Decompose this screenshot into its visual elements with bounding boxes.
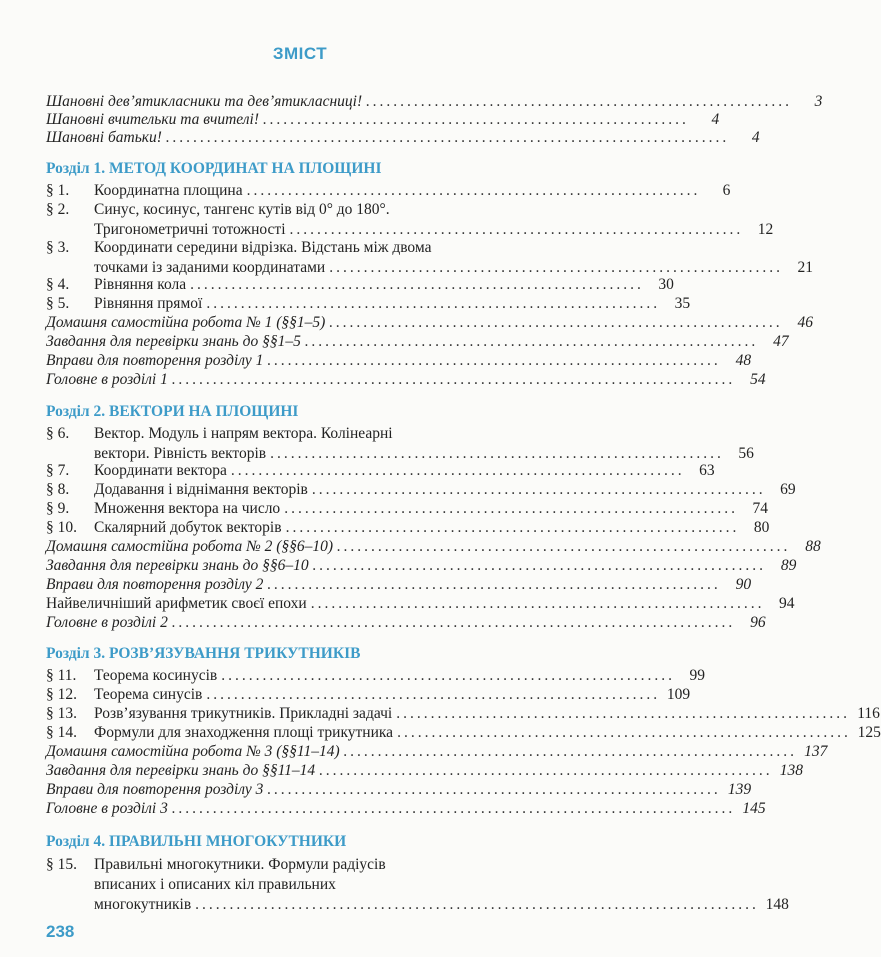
page-number: 99 xyxy=(689,667,705,684)
toc-entry-s5[interactable] xyxy=(46,294,691,314)
leader-dots: .................................................................. xyxy=(230,462,685,479)
paragraph-number: § 8. xyxy=(46,481,70,498)
paragraph-number: § 2. xyxy=(46,201,70,218)
entry-text: Теорема синусів xyxy=(94,686,203,703)
entry-text: Завдання для перевірки знань до §§6–10 xyxy=(46,557,309,574)
toc-entry-test-1[interactable] xyxy=(46,332,789,352)
entry-text: вектори. Рівність векторів xyxy=(94,445,267,462)
toc-entry-summary-3[interactable] xyxy=(46,799,766,819)
page-number: 116 xyxy=(857,705,880,722)
entry-text: Шановні вчительки та вчителі! xyxy=(46,111,259,128)
leader-dots: .................................................................. xyxy=(310,595,765,612)
entry-text: Найвеличніший арифметик своєї епохи xyxy=(46,595,307,612)
entry-text: Завдання для перевірки знань до §§11–14 xyxy=(46,762,316,779)
leader-dots: .................................................................. xyxy=(329,259,783,276)
entry-text: Правильні многокутники. Формули радіусів xyxy=(94,856,386,873)
page-number: 125 xyxy=(857,724,881,741)
paragraph-number: § 9. xyxy=(46,500,70,517)
page-number: 145 xyxy=(742,800,766,817)
page-number: 4 xyxy=(711,111,720,128)
entry-text: Головне в розділі 2 xyxy=(46,614,168,631)
toc-entry-homework-2[interactable] xyxy=(46,537,821,557)
page-number: 74 xyxy=(752,500,768,517)
page-number: 56 xyxy=(738,445,754,462)
toc-entry-s13[interactable] xyxy=(46,704,880,724)
page-title: ЗМІСТ xyxy=(272,44,328,63)
toc-entry-arithmetician[interactable] xyxy=(46,594,795,614)
toc-entry-s12[interactable] xyxy=(46,685,691,705)
page-number: 94 xyxy=(778,595,795,612)
page-number: 4 xyxy=(751,129,760,146)
leader-dots: .................................................................. xyxy=(267,352,722,369)
leader-dots: .................................................................. xyxy=(396,705,850,722)
toc-entry-intro-1[interactable] xyxy=(46,92,823,112)
page-number: 88 xyxy=(805,538,821,555)
section-1-heading: Розділ 1. МЕТОД КООРДИНАТ НА ПЛОЩИНІ xyxy=(46,160,382,177)
toc-entry-s3[interactable] xyxy=(46,238,813,278)
paragraph-number: § 5. xyxy=(46,295,70,312)
leader-dots: .............................................................. xyxy=(263,111,690,128)
leader-dots: .................................................................. xyxy=(311,481,766,498)
entry-text: Множення вектора на число xyxy=(94,500,281,517)
leader-dots: .................................................................. xyxy=(329,314,784,331)
toc-entry-test-3[interactable] xyxy=(46,761,803,781)
entry-text: Завдання для перевірки знань до §§1–5 xyxy=(46,333,301,350)
leader-dots: .............................................................. xyxy=(366,93,793,110)
entry-text: Координати середини відрізка. Відстань між двома xyxy=(94,239,432,256)
toc-entry-s1[interactable] xyxy=(46,181,731,201)
toc-entry-intro-3[interactable] xyxy=(46,128,760,148)
section-2-heading: Розділ 2. ВЕКТОРИ НА ПЛОЩИНІ xyxy=(46,403,299,420)
section-3-heading: Розділ 3. РОЗВ’ЯЗУВАННЯ ТРИКУТНИКІВ xyxy=(46,645,361,662)
paragraph-number: § 10. xyxy=(46,519,77,536)
paragraph-number: § 11. xyxy=(46,667,77,684)
paragraph-number: § 4. xyxy=(46,276,70,293)
leader-dots: .................................................................. xyxy=(337,538,791,555)
leader-dots: .................................................................. xyxy=(267,576,722,593)
page-number: 21 xyxy=(797,259,813,276)
leader-dots: .................................................................. xyxy=(343,743,798,760)
entry-text: Домашня самостійна робота № 3 (§§11–14) xyxy=(46,743,340,760)
page-folio-number: 238 xyxy=(46,922,75,941)
entry-text: Рівняння кола xyxy=(94,276,187,293)
page-number: 35 xyxy=(674,295,691,312)
toc-entry-review-2[interactable] xyxy=(46,575,752,595)
paragraph-number: § 6. xyxy=(46,425,70,442)
leader-dots: .................................................................. xyxy=(267,781,722,798)
leader-dots: .................................................................. xyxy=(190,276,644,293)
page-number: 47 xyxy=(773,333,789,350)
page-number: 96 xyxy=(750,614,766,631)
toc-entry-s10[interactable] xyxy=(46,518,770,538)
entry-text: Розв’язування трикутників. Прикладні задачі xyxy=(94,705,393,722)
page-number: 139 xyxy=(727,781,752,798)
leader-dots: .................................................................. xyxy=(206,686,661,703)
entry-text: Вправи для повторення розділу 3 xyxy=(46,781,264,798)
paragraph-number: § 15. xyxy=(46,856,77,873)
toc-entry-s9[interactable] xyxy=(46,499,768,519)
leader-dots: .................................................................. xyxy=(397,724,851,741)
entry-text: Синус, косинус, тангенс кутів від 0° до 180°. xyxy=(94,201,390,218)
toc-entry-s2[interactable] xyxy=(46,200,774,240)
entry-text: Домашня самостійна робота № 2 (§§6–10) xyxy=(46,538,334,555)
entry-text: Домашня самостійна робота № 1 (§§1–5) xyxy=(46,314,326,331)
entry-text: Рівняння прямої xyxy=(94,295,203,312)
leader-dots: .................................................................. xyxy=(206,295,661,312)
leader-dots: .................................................................. xyxy=(304,333,759,350)
entry-text: Головне в розділі 3 xyxy=(46,800,168,817)
entry-text: Додавання і віднімання векторів xyxy=(94,481,308,498)
entry-text: вписаних і описаних кіл правильних xyxy=(94,876,336,893)
entry-text: Шановні дев’ятикласники та дев’ятикласниці! xyxy=(46,93,363,110)
entry-text: Формули для знаходження площі трикутника xyxy=(94,724,394,741)
toc-entry-review-1[interactable] xyxy=(46,351,752,371)
page-number: 90 xyxy=(735,576,752,593)
entry-text: Шановні батьки! xyxy=(46,129,162,146)
page-number: 137 xyxy=(804,743,828,760)
page-number: 6 xyxy=(722,182,731,199)
page-number: 3 xyxy=(814,93,823,110)
paragraph-number: § 12. xyxy=(46,686,77,703)
entry-text: Скалярний добуток векторів xyxy=(94,519,282,536)
toc-entry-test-2[interactable] xyxy=(46,556,797,576)
toc-entry-s7[interactable] xyxy=(46,461,715,481)
page-number: 12 xyxy=(757,221,774,238)
leader-dots: .................................................................. xyxy=(319,762,773,779)
toc-entry-summary-2[interactable] xyxy=(46,613,766,633)
entry-text: Вправи для повторення розділу 2 xyxy=(46,576,264,593)
toc-entry-summary-1[interactable] xyxy=(46,370,766,390)
entry-text: Теорема косинусів xyxy=(94,667,218,684)
leader-dots: .................................................................. xyxy=(289,221,744,238)
paragraph-number: § 13. xyxy=(46,705,77,722)
toc-entry-s4[interactable] xyxy=(46,275,674,295)
entry-text: Координати вектора xyxy=(94,462,227,479)
paragraph-number: § 14. xyxy=(46,724,77,741)
entry-text: точками із заданими координатами xyxy=(94,259,326,276)
page-number: 46 xyxy=(797,314,814,331)
entry-text: Координатна площина xyxy=(94,182,243,199)
paragraph-number: § 1. xyxy=(46,182,70,199)
leader-dots: .................................................................................. xyxy=(195,896,759,913)
toc-entry-s11[interactable] xyxy=(46,666,705,686)
entry-text: Вправи для повторення розділу 1 xyxy=(46,352,264,369)
paragraph-number: § 7. xyxy=(46,462,70,479)
leader-dots: .................................................................................. xyxy=(165,129,730,146)
leader-dots: .................................................................. xyxy=(312,557,767,574)
toc-entry-s14[interactable] xyxy=(46,723,881,743)
toc-entry-review-3[interactable] xyxy=(46,780,752,800)
paragraph-number: § 3. xyxy=(46,239,70,256)
page-number: 80 xyxy=(753,519,770,536)
page-number: 54 xyxy=(750,371,766,388)
toc-entry-intro-2[interactable] xyxy=(46,110,720,130)
leader-dots: .................................................................................. xyxy=(171,614,736,631)
page-number: 63 xyxy=(699,462,715,479)
toc-entry-s15[interactable] xyxy=(46,855,789,915)
leader-dots: .................................................................. xyxy=(285,519,740,536)
entry-text: Вектор. Модуль і напрям вектора. Колінеарні xyxy=(94,425,393,442)
page-number: 48 xyxy=(735,352,752,369)
section-4-heading: Розділ 4. ПРАВИЛЬНІ МНОГОКУТНИКИ xyxy=(46,833,347,850)
leader-dots: .................................................................................. xyxy=(171,800,736,817)
leader-dots: .................................................................. xyxy=(284,500,738,517)
page-number: 109 xyxy=(666,686,691,703)
toc-entry-homework-3[interactable] xyxy=(46,742,828,762)
page-number: 148 xyxy=(765,896,789,913)
toc-entry-s6[interactable] xyxy=(46,424,754,464)
leader-dots: .................................................................. xyxy=(246,182,701,199)
toc-entry-s8[interactable] xyxy=(46,480,796,500)
page-number: 89 xyxy=(780,557,797,574)
leader-dots: .................................................................. xyxy=(221,667,675,684)
page-number: 30 xyxy=(658,276,674,293)
leader-dots: .................................................................. xyxy=(270,445,724,462)
page-number: 69 xyxy=(780,481,796,498)
entry-text: многокутників xyxy=(94,896,192,913)
page-number: 138 xyxy=(779,762,803,779)
leader-dots: .................................................................................. xyxy=(171,371,736,388)
entry-text: Тригонометричні тотожності xyxy=(94,221,286,238)
entry-text: Головне в розділі 1 xyxy=(46,371,168,388)
toc-entry-homework-1[interactable] xyxy=(46,313,814,333)
